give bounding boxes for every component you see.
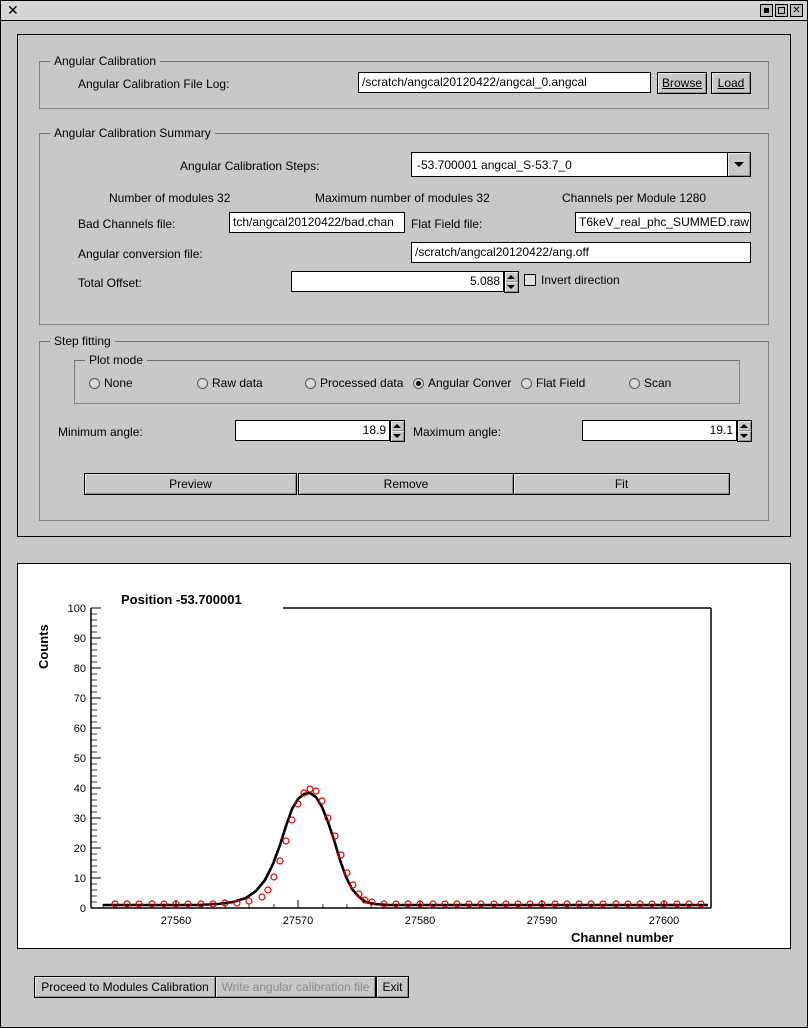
write-angular-calibration-file-button[interactable] xyxy=(215,976,376,998)
svg-text:27560: 27560 xyxy=(160,915,192,927)
exit-button[interactable] xyxy=(376,976,409,998)
min-angle-label: Minimum angle: xyxy=(58,425,143,439)
radio-processed-data-label: Processed data xyxy=(320,376,404,390)
step-fitting-group xyxy=(39,334,769,521)
remove-button-label: Remove xyxy=(383,477,429,491)
app-logo-icon: ✕ xyxy=(7,2,19,19)
file-log-label: Angular Calibration File Log: xyxy=(78,77,230,91)
steps-label: Angular Calibration Steps: xyxy=(180,159,320,173)
stepper-up-icon[interactable] xyxy=(738,421,751,431)
plot-mode-legend: Plot mode xyxy=(85,353,147,367)
stepper-up-icon[interactable] xyxy=(505,272,518,282)
angular-calibration-summary-group xyxy=(39,126,769,325)
radio-flat-field[interactable] xyxy=(521,376,585,390)
max-angle-input[interactable]: 19.1 xyxy=(582,420,737,441)
invert-direction-label: Invert direction xyxy=(541,273,620,287)
write-button-label: Write angular calibration file xyxy=(221,980,370,994)
svg-text:80: 80 xyxy=(73,663,86,675)
title-bar xyxy=(1,1,807,21)
radio-flat-field-label: Flat Field xyxy=(536,376,586,390)
plot-panel xyxy=(17,563,791,949)
step-fitting-legend: Step fitting xyxy=(50,334,115,348)
max-angle-label: Maximum angle: xyxy=(413,425,502,439)
max-modules-label: Maximum number of modules 32 xyxy=(315,191,490,205)
radio-none[interactable] xyxy=(89,376,133,390)
svg-text:30: 30 xyxy=(73,813,86,825)
stepper-up-icon[interactable] xyxy=(391,421,404,431)
title-bar-left xyxy=(3,4,19,18)
radio-icon xyxy=(629,378,640,389)
radio-none-label: None xyxy=(104,376,133,390)
exit-button-label: Exit xyxy=(382,980,403,994)
radio-icon xyxy=(521,378,532,389)
calibration-plot xyxy=(18,564,790,948)
load-button-label: Load xyxy=(717,76,745,90)
plot-ylabel: Counts xyxy=(36,624,51,669)
total-offset-stepper[interactable] xyxy=(504,271,519,293)
radio-processed-data[interactable] xyxy=(305,376,403,390)
svg-text:90: 90 xyxy=(73,633,86,645)
remove-button[interactable] xyxy=(298,473,514,495)
file-log-input[interactable]: /scratch/angcal20120422/angcal_0.angcal xyxy=(358,72,651,93)
plot-mode-group xyxy=(74,353,740,404)
modules-count-label: Number of modules 32 xyxy=(109,191,231,205)
svg-text:10: 10 xyxy=(73,873,86,885)
channels-per-module-label: Channels per Module 1280 xyxy=(562,191,707,205)
radio-scan-label: Scan xyxy=(644,376,672,390)
minimize-icon[interactable] xyxy=(760,4,773,17)
svg-text:100: 100 xyxy=(67,603,86,615)
bad-channels-label: Bad Channels file: xyxy=(78,217,176,231)
svg-text:50: 50 xyxy=(73,753,86,765)
max-angle-stepper[interactable] xyxy=(737,420,752,442)
angular-calibration-group xyxy=(39,54,769,109)
summary-legend: Angular Calibration Summary xyxy=(50,126,215,140)
preview-button-label: Preview xyxy=(169,477,212,491)
svg-text:27570: 27570 xyxy=(282,915,314,927)
proceed-button-label: Proceed to Modules Calibration xyxy=(41,980,209,994)
maximize-icon[interactable] xyxy=(775,4,788,17)
svg-text:60: 60 xyxy=(73,723,86,735)
angular-calibration-legend: Angular Calibration xyxy=(50,54,160,68)
radio-icon xyxy=(305,378,316,389)
svg-text:40: 40 xyxy=(73,783,86,795)
proceed-to-modules-calibration-button[interactable] xyxy=(34,976,216,998)
invert-direction-checkbox[interactable] xyxy=(524,273,620,287)
fit-button[interactable] xyxy=(513,473,730,495)
min-angle-stepper[interactable] xyxy=(390,420,405,442)
radio-scan[interactable] xyxy=(629,376,671,390)
fit-button-label: Fit xyxy=(614,477,629,491)
svg-text:20: 20 xyxy=(73,843,86,855)
browse-button-label: Browse xyxy=(661,76,702,90)
angular-conversion-label: Angular conversion file: xyxy=(78,247,203,261)
min-angle-input[interactable]: 18.9 xyxy=(235,420,390,441)
load-button[interactable] xyxy=(711,72,751,94)
svg-text:70: 70 xyxy=(73,693,86,705)
total-offset-label: Total Offset: xyxy=(78,276,142,290)
svg-text:27580: 27580 xyxy=(404,915,436,927)
radio-angular-conversion-label: Angular Conver xyxy=(428,376,512,390)
browse-button[interactable] xyxy=(657,72,707,94)
plot-title: Position -53.700001 xyxy=(121,592,242,607)
checkbox-box-icon xyxy=(524,274,536,286)
settings-panel xyxy=(17,34,791,537)
radio-icon xyxy=(413,378,424,389)
svg-text:27600: 27600 xyxy=(648,915,680,927)
radio-icon xyxy=(197,378,208,389)
close-icon[interactable]: ✕ xyxy=(790,4,803,17)
steps-combo[interactable] xyxy=(411,152,751,177)
steps-combo-value: -53.700001 angcal_S-53.7_0 xyxy=(417,157,572,172)
svg-text:27590: 27590 xyxy=(526,915,558,927)
bad-channels-input[interactable]: tch/angcal20120422/bad.chan xyxy=(229,212,405,233)
flat-field-label: Flat Field file: xyxy=(411,217,483,231)
radio-raw-data-label: Raw data xyxy=(212,376,263,390)
flat-field-input[interactable]: T6keV_real_phc_SUMMED.raw xyxy=(575,212,751,233)
total-offset-input[interactable]: 5.088 xyxy=(291,271,504,292)
plot-xlabel: Channel number xyxy=(571,930,674,945)
preview-button[interactable] xyxy=(84,473,297,495)
svg-text:0: 0 xyxy=(79,903,86,915)
angular-conversion-input[interactable]: /scratch/angcal20120422/ang.off xyxy=(411,242,751,263)
radio-raw-data[interactable] xyxy=(197,376,263,390)
window-controls xyxy=(760,4,805,17)
stepper-down-icon[interactable] xyxy=(391,431,404,441)
radio-icon xyxy=(89,378,100,389)
stepper-down-icon[interactable] xyxy=(738,431,751,441)
chevron-down-icon[interactable] xyxy=(727,153,750,176)
stepper-down-icon[interactable] xyxy=(505,282,518,292)
radio-angular-conversion[interactable] xyxy=(413,376,511,390)
